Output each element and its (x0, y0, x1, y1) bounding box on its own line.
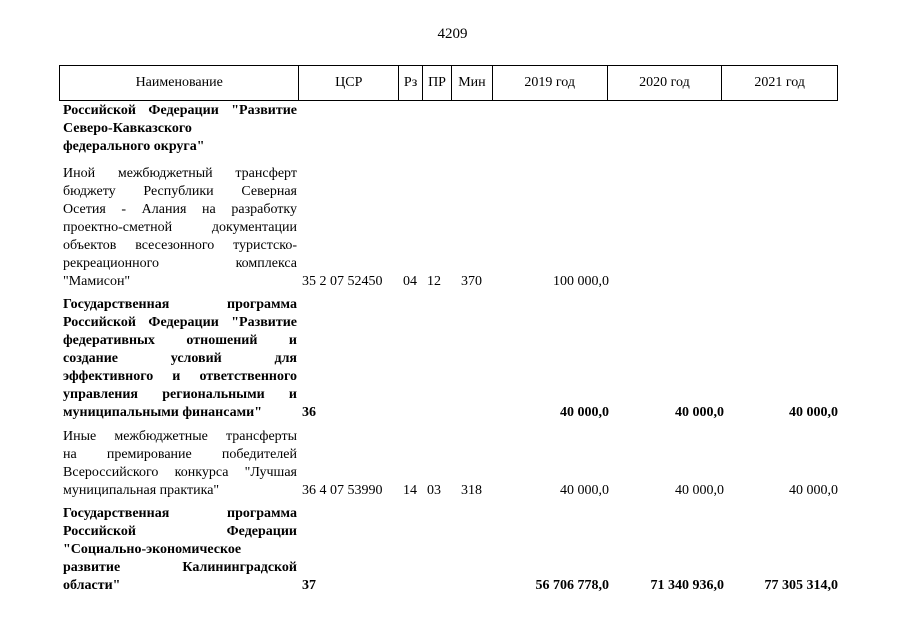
row-name-line: Государственная программа (63, 506, 297, 521)
row-name-line: Всероссийского конкурса "Лучшая (63, 465, 297, 480)
row-name-line: Иные межбюджетные трансферты (63, 429, 297, 444)
row-rz: 04 (403, 274, 417, 289)
row-name-line: на премирование победителей (63, 447, 297, 462)
row-name (63, 296, 297, 422)
table-header (59, 65, 838, 101)
row-name-line: Российской Федерации "Развитие (63, 103, 297, 118)
row-value-2019: 56 706 778,0 (535, 578, 609, 593)
row-name (63, 428, 297, 500)
row-min: 318 (461, 483, 482, 498)
header-min: Мин (452, 66, 493, 100)
row-name-line: Иной межбюджетный трансферт (63, 166, 297, 181)
row-value-2019: 40 000,0 (560, 405, 609, 420)
row-value-2020: 71 340 936,0 (650, 578, 724, 593)
header-csr: ЦСР (299, 66, 399, 100)
row-name-line: области" (63, 578, 121, 593)
table-row (59, 505, 838, 595)
row-name (63, 165, 297, 291)
row-rz: 14 (403, 483, 417, 498)
row-name-line: Осетия - Алания на разработку (63, 202, 297, 217)
row-name-line: развитие Калининградской (63, 560, 297, 575)
row-name-line: рекреационного комплекса (63, 256, 297, 271)
page-number: 4209 (437, 26, 468, 42)
row-name-line: федеративных отношений и (63, 333, 297, 348)
row-name-line: муниципальными финансами" (63, 405, 262, 420)
row-value-2019: 100 000,0 (553, 274, 609, 289)
header-2020: 2020 год (608, 66, 723, 100)
row-name-line: бюджету Республики Северная (63, 184, 297, 199)
row-name-line: Северо-Кавказского (63, 121, 192, 136)
row-name-line: проектно-сметной документации (63, 220, 297, 235)
row-name (63, 505, 297, 595)
row-min: 370 (461, 274, 482, 289)
row-name-line: Российской Федерации (63, 524, 297, 539)
header-name: Наименование (60, 66, 299, 100)
row-csr: 35 2 07 52450 (302, 274, 383, 289)
row-value-2020: 40 000,0 (675, 405, 724, 420)
row-name (63, 102, 297, 156)
table-row (59, 102, 838, 156)
row-value-2021: 40 000,0 (789, 483, 838, 498)
row-name-line: Государственная программа (63, 297, 297, 312)
table-row (59, 165, 838, 291)
row-name-line: эффективного и ответственного (63, 369, 297, 384)
row-value-2020: 40 000,0 (675, 483, 724, 498)
row-name-line: муниципальная практика" (63, 483, 220, 498)
header-rz: Рз (399, 66, 423, 100)
row-name-line: Российской Федерации "Развитие (63, 315, 297, 330)
row-value-2021: 77 305 314,0 (764, 578, 838, 593)
row-value-2021: 40 000,0 (789, 405, 838, 420)
row-name-line: создание условий для (63, 351, 297, 366)
row-pr: 12 (427, 274, 441, 289)
row-csr: 36 4 07 53990 (302, 483, 383, 498)
header-2019: 2019 год (493, 66, 608, 100)
row-csr: 36 (302, 405, 316, 420)
header-2021: 2021 год (754, 75, 805, 90)
row-pr: 03 (427, 483, 441, 498)
table-row (59, 428, 838, 500)
row-value-2019: 40 000,0 (560, 483, 609, 498)
row-name-line: федерального округа" (63, 139, 205, 154)
row-csr: 37 (302, 578, 316, 593)
row-name-line: объектов всесезонного туристско- (63, 238, 297, 253)
header-pr: ПР (423, 66, 452, 100)
row-name-line: "Социально-экономическое (63, 542, 242, 557)
row-name-line: управления региональными и (63, 387, 297, 402)
table-row (59, 296, 838, 422)
row-name-line: "Мамисон" (63, 274, 131, 289)
